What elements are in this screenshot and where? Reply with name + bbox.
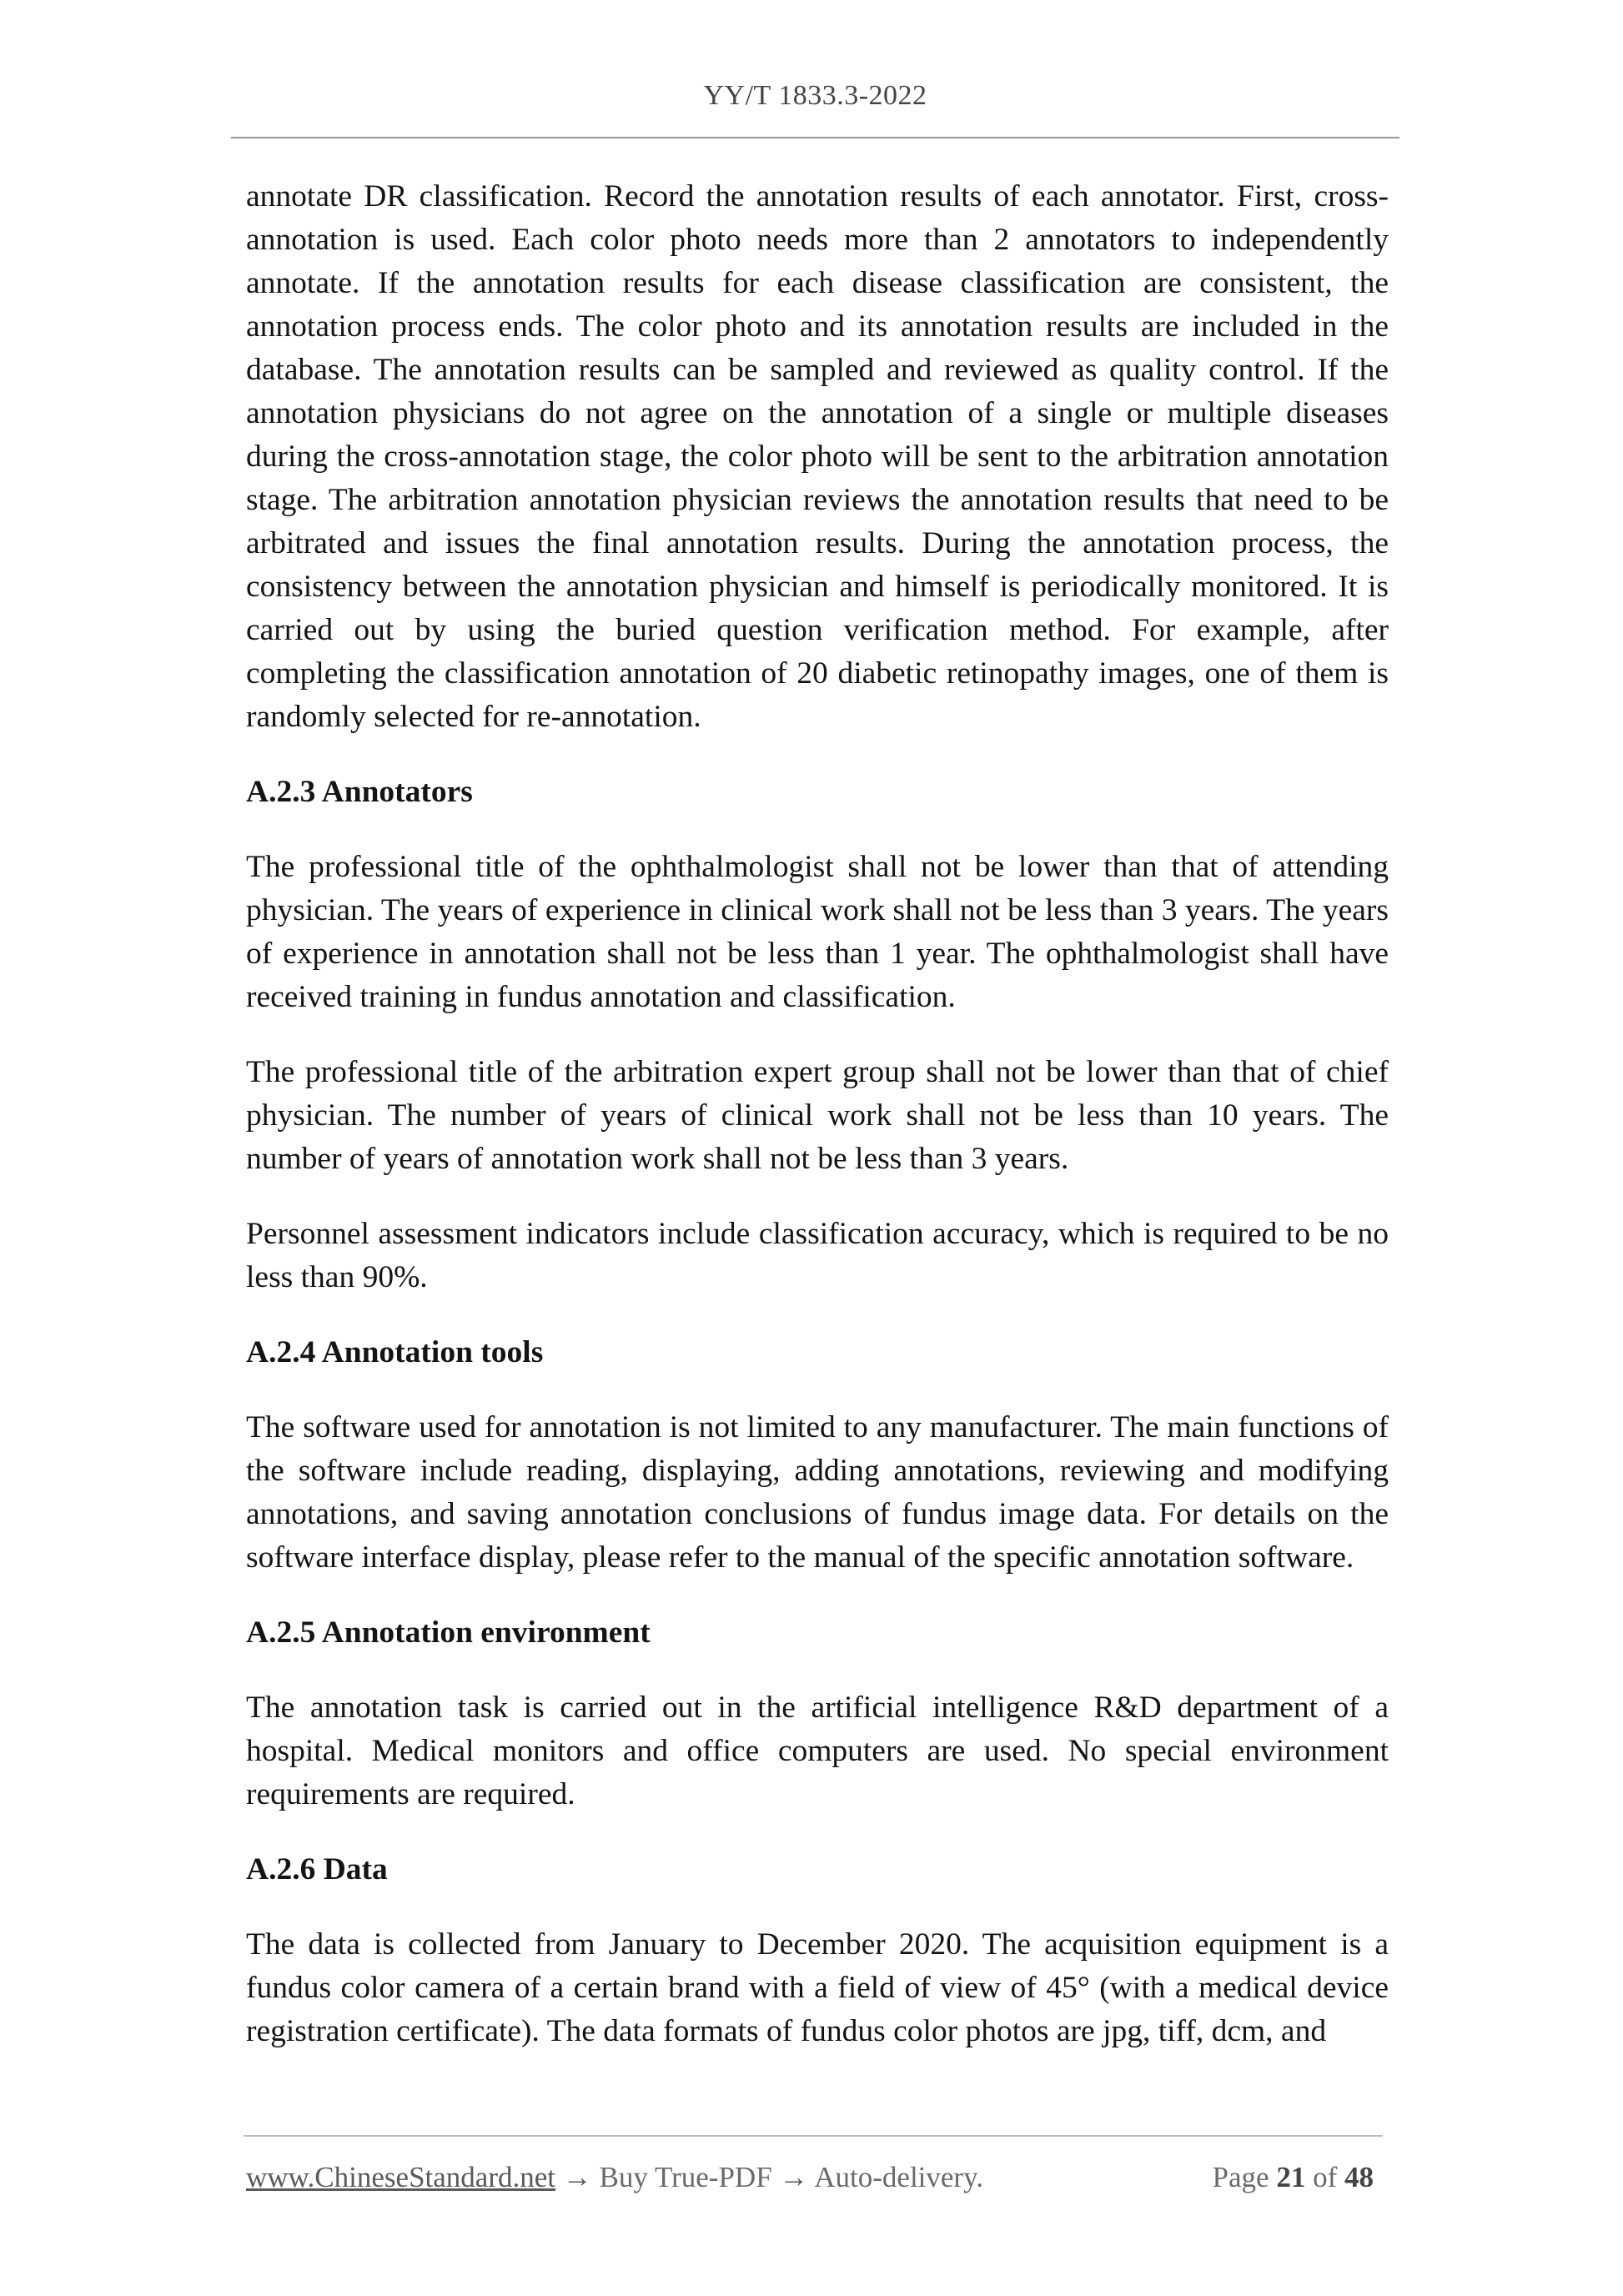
document-header: YY/T 1833.3-2022 — [703, 80, 927, 111]
page-footer — [246, 2156, 1380, 2199]
footer-promo — [246, 2156, 983, 2199]
auto-delivery-text: Auto-delivery. — [814, 2161, 984, 2193]
annotation-tools-paragraph: The software used for annotation is not limited to any manufacturer. The main functions of the software include reading, displaying, adding annotations, reviewing and modifying annotations, and saving annotation conclusions of fundus image data. For details on the software interface display, please refer to the manual of the specific annotation software. — [246, 1410, 1389, 1575]
annotators-paragraph-2: The professional title of the arbitration expert group shall not be lower than that of chief physician. The number of years of clinical work shall not be less than 10 years. The number of years of annotation work shall not be less than 3 years. — [246, 1055, 1389, 1176]
document-body — [246, 175, 1389, 2085]
section-heading-a25: A.2.5 Annotation environment — [246, 1615, 651, 1650]
page-current-number: 21 — [1276, 2161, 1306, 2193]
annotation-environment-paragraph: The annotation task is carried out in the artificial intelligence R&D department of a hospital. Medical monitors and office computers are used. No special environment requirements are required. — [246, 1691, 1389, 1811]
page-total-number: 48 — [1344, 2161, 1374, 2193]
page-indicator — [1213, 2156, 1374, 2199]
arrow-right-icon: → — [562, 2161, 592, 2193]
buy-true-pdf-text: Buy True-PDF — [599, 2161, 772, 2193]
header-divider — [231, 137, 1399, 138]
annotators-paragraph-1: The professional title of the ophthalmologist shall not be lower than that of attending physician. The years of experience in clinical work shall not be less than 3 years. The years of experience in annotation shall not be less than 1 year. The ophthalmologist shall have received training in fundus annotation and classification. — [246, 850, 1389, 1014]
of-label: of — [1313, 2161, 1338, 2193]
annotators-paragraph-3: Personnel assessment indicators include classification accuracy, which is required to be no less than 90%. — [246, 1217, 1389, 1294]
section-heading-a23: A.2.3 Annotators — [246, 775, 473, 809]
page-label: Page — [1212, 2161, 1269, 2193]
arrow-right-icon: → — [779, 2161, 809, 2193]
footer-divider — [244, 2135, 1383, 2137]
site-link[interactable]: www.ChineseStandard.net — [246, 2161, 555, 2193]
section-heading-a26: A.2.6 Data — [246, 1852, 388, 1887]
section-heading-a24: A.2.4 Annotation tools — [246, 1335, 544, 1369]
data-paragraph: The data is collected from January to December 2020. The acquisition equipment is a fundus color camera of a certain brand with a field of view of 45° (with a medical device registration certificate). The data formats of fundus color photos are jpg, tiff, dcm, and — [246, 1927, 1389, 2048]
intro-paragraph: annotate DR classification. Record the annotation results of each annotator. First, cross-annotation is used. Each color photo needs more than 2 annotators to independently annotate. If the annotation results for each disease classification are consistent, the annotation process ends. The color photo and its annotation results are included in the database. The annotation results can be sampled and reviewed as quality control. If the annotation physicians do not agree on the annotation of a single or multiple diseases during the cross-annotation stage, the color photo will be sent to the arbitration annotation stage. The arbitration annotation physician reviews the annotation results that need to be arbitrated and issues the final annotation results. During the annotation process, the consistency between the annotation physician and himself is periodically monitored. It is carried out by using the buried question verification method. For example, after completing the classification annotation of 20 diabetic retinopathy images, one of them is randomly selected for re-annotation. — [246, 179, 1389, 734]
